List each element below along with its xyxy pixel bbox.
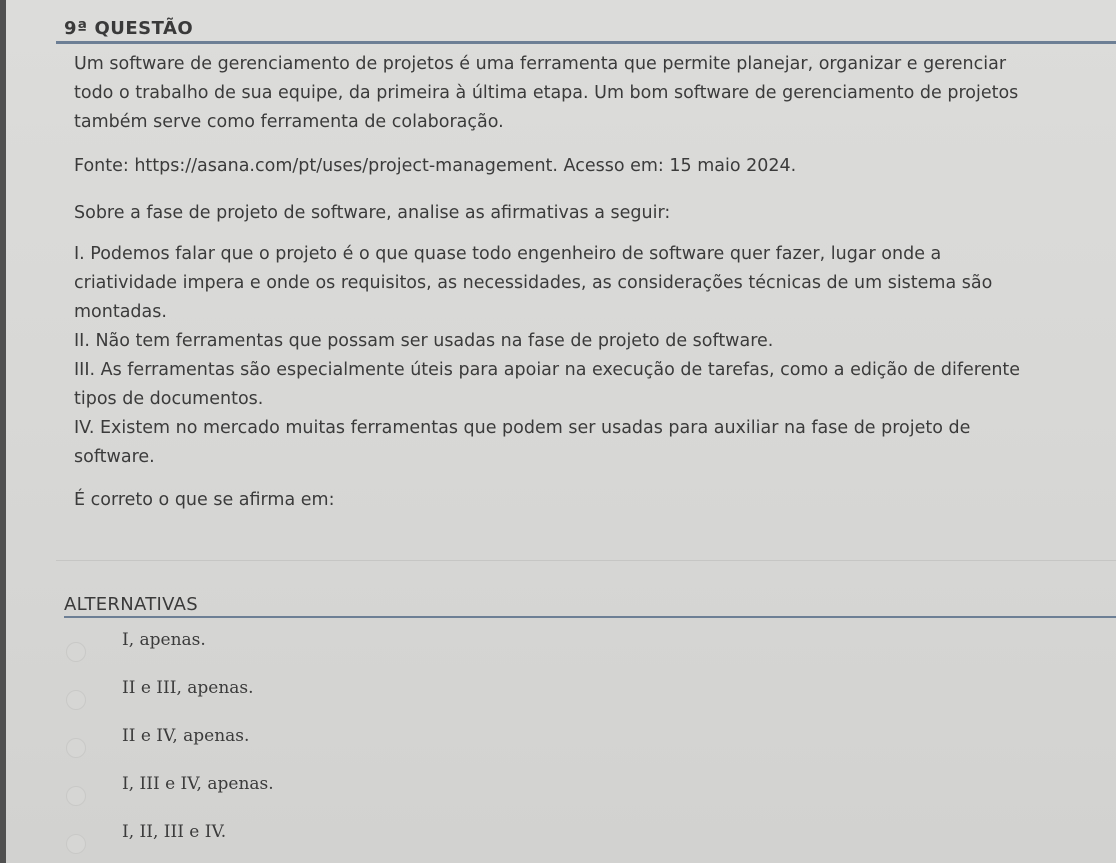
statement-line: montadas.: [74, 302, 167, 322]
statement-line: software.: [74, 447, 155, 467]
alternative-label[interactable]: I, II, III e IV.: [122, 822, 227, 842]
radio-button[interactable]: [66, 642, 86, 662]
alternative-label[interactable]: II e IV, apenas.: [122, 726, 250, 746]
closing-question: É correto o que se afirma em:: [74, 490, 335, 510]
alternative-option[interactable]: [64, 716, 1116, 764]
statement-line: IV. Existem no mercado muitas ferramentas que podem ser usadas para auxiliar na fase de projeto de: [74, 418, 971, 438]
statement-line: II. Não tem ferramentas que possam ser usadas na fase de projeto de software.: [74, 331, 774, 351]
radio-button[interactable]: [66, 738, 86, 758]
alternative-label[interactable]: I, III e IV, apenas.: [122, 774, 274, 794]
statement-line: I. Podemos falar que o projeto é o que quase todo engenheiro de software quer fazer, lugar onde a: [74, 244, 942, 264]
radio-button[interactable]: [66, 834, 86, 854]
question-prompt: Sobre a fase de projeto de software, analise as afirmativas a seguir:: [74, 203, 671, 223]
alternative-label[interactable]: II e III, apenas.: [122, 678, 254, 698]
paragraph-line: todo o trabalho de sua equipe, da primeira à última etapa. Um bom software de gerenciamento de projetos: [74, 83, 1019, 103]
statement-line: criatividade impera e onde os requisitos, as necessidades, as considerações técnicas de um sistema são: [74, 273, 993, 293]
alternatives-list: [64, 620, 1116, 860]
alternative-option[interactable]: [64, 668, 1116, 716]
question-statement: [74, 50, 1114, 515]
statement-line: III. As ferramentas são especialmente úteis para apoiar na execução de tarefas, como a edição de diferente: [74, 360, 1021, 380]
alternative-option[interactable]: [64, 620, 1116, 668]
alternatives-title: ALTERNATIVAS: [64, 594, 198, 615]
source-citation: Fonte: https://asana.com/pt/uses/project-management. Acesso em: 15 maio 2024.: [74, 156, 797, 176]
alternative-label[interactable]: I, apenas.: [122, 630, 206, 650]
paragraph-line: Um software de gerenciamento de projetos é uma ferramenta que permite planejar, organizar e gerenciar: [74, 54, 1007, 74]
paragraph-line: também serve como ferramenta de colaboração.: [74, 112, 504, 132]
question-card: [6, 0, 1116, 863]
statement-line: tipos de documentos.: [74, 389, 264, 409]
radio-button[interactable]: [66, 690, 86, 710]
section-divider: [56, 560, 1116, 561]
alternative-option[interactable]: [64, 812, 1116, 860]
alternatives-divider: [64, 616, 1116, 618]
question-header: 9ª QUESTÃO: [64, 18, 194, 39]
alternative-option[interactable]: [64, 764, 1116, 812]
radio-button[interactable]: [66, 786, 86, 806]
header-divider: [56, 41, 1116, 44]
